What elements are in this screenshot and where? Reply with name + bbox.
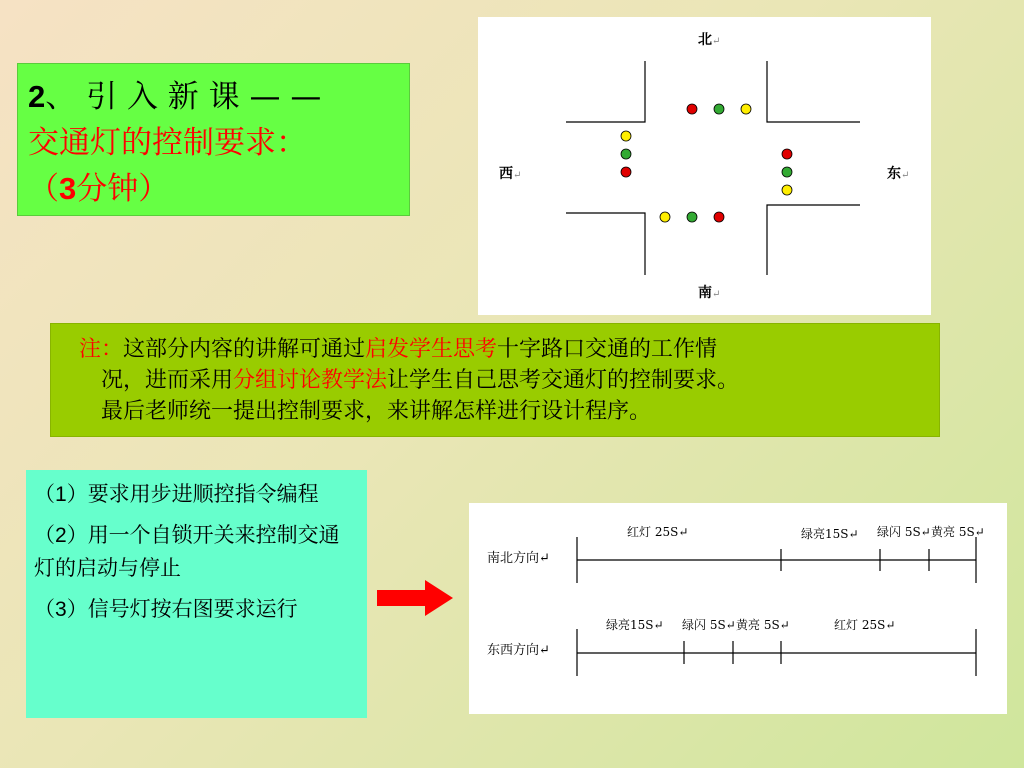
east-yellow-light <box>782 185 792 195</box>
right-arrow-icon <box>375 578 455 620</box>
note-line-3: 最后老师统一提出控制要求，来讲解怎样进行设计程序。 <box>101 399 652 424</box>
requirement-number: 1 <box>55 483 67 506</box>
label-south: 南↵ <box>698 285 721 301</box>
requirement-item: （1）要求用步进顺控指令编程 <box>34 482 319 506</box>
note-highlight-2: 分组讨论教学法 <box>233 368 388 393</box>
ns-green-label: 绿亮15S↵ <box>801 527 859 541</box>
ew-direction-label: 东西方向↵ <box>487 643 550 658</box>
title-line-2: 交通灯的控制要求： <box>28 125 307 161</box>
ns-yellow-label: 黄亮 5S↵ <box>931 525 985 539</box>
east-red-light <box>782 149 792 159</box>
intersection-diagram <box>478 17 931 315</box>
title-heading: 、 引 入 新 课 — — <box>45 79 322 115</box>
title-line-3 <box>28 166 399 212</box>
north-red-light <box>687 104 697 114</box>
south-yellow-light <box>660 212 670 222</box>
ns-flash-label: 绿闪 5S↵ <box>877 525 931 539</box>
road-edge-ne <box>767 61 860 122</box>
ew-yellow-label: 黄亮 5S↵ <box>736 618 790 632</box>
label-east: 东↵ <box>887 166 910 182</box>
note-line-1 <box>79 334 925 365</box>
north-green-light <box>714 104 724 114</box>
road-edge-se <box>767 205 860 275</box>
south-green-light <box>687 212 697 222</box>
requirement-item: （2）用一个自锁开关来控制交通灯的启动与停止 <box>34 523 340 580</box>
timing-diagram <box>469 503 1007 714</box>
ew-green-label: 绿亮15S↵ <box>606 618 664 632</box>
label-west: 西↵ <box>499 166 522 182</box>
intersection-svg <box>478 17 931 315</box>
ew-red-label: 红灯 25S↵ <box>834 618 896 632</box>
requirement-text: 信号灯按右图要求运行 <box>87 597 298 621</box>
note-text-3: 况，进而采用 <box>101 368 234 393</box>
requirement-text: 用一个自锁开关来控制交通灯的启动与停止 <box>34 523 340 580</box>
note-highlight-1: 启发学生思考 <box>365 337 498 362</box>
road-edge-sw <box>566 213 645 275</box>
requirement-number: 3 <box>55 598 67 621</box>
requirements-box <box>26 470 367 718</box>
teaching-note <box>50 323 940 437</box>
title-box <box>17 63 410 216</box>
south-red-light <box>714 212 724 222</box>
requirement-text: 要求用步进顺控指令编程 <box>87 482 319 506</box>
duration-text: 分钟） <box>76 171 170 207</box>
requirement-item: （3）信号灯按右图要求运行 <box>34 597 298 621</box>
north-yellow-light <box>741 104 751 114</box>
note-text-4: 让学生自己思考交通灯的控制要求。 <box>387 368 740 393</box>
paren-open: （ <box>28 171 59 207</box>
title-number: 2 <box>28 79 46 114</box>
note-label: 注： <box>79 337 124 362</box>
ew-flash-label: 绿闪 5S↵ <box>682 618 736 632</box>
note-line-2 <box>79 365 925 396</box>
west-green-light <box>621 149 631 159</box>
duration-number: 3 <box>59 171 77 206</box>
ns-direction-label: 南北方向↵ <box>487 551 550 566</box>
note-text-2: 十字路口交通的工作情 <box>497 337 718 362</box>
road-edge-nw <box>566 61 645 122</box>
ns-red-label: 红灯 25S↵ <box>627 525 689 539</box>
title-line-1 <box>28 74 399 120</box>
west-yellow-light <box>621 131 631 141</box>
note-text-1: 这部分内容的讲解可通过 <box>123 337 366 362</box>
requirement-number: 2 <box>55 524 67 547</box>
east-green-light <box>782 167 792 177</box>
label-north: 北↵ <box>698 32 721 48</box>
west-red-light <box>621 167 631 177</box>
